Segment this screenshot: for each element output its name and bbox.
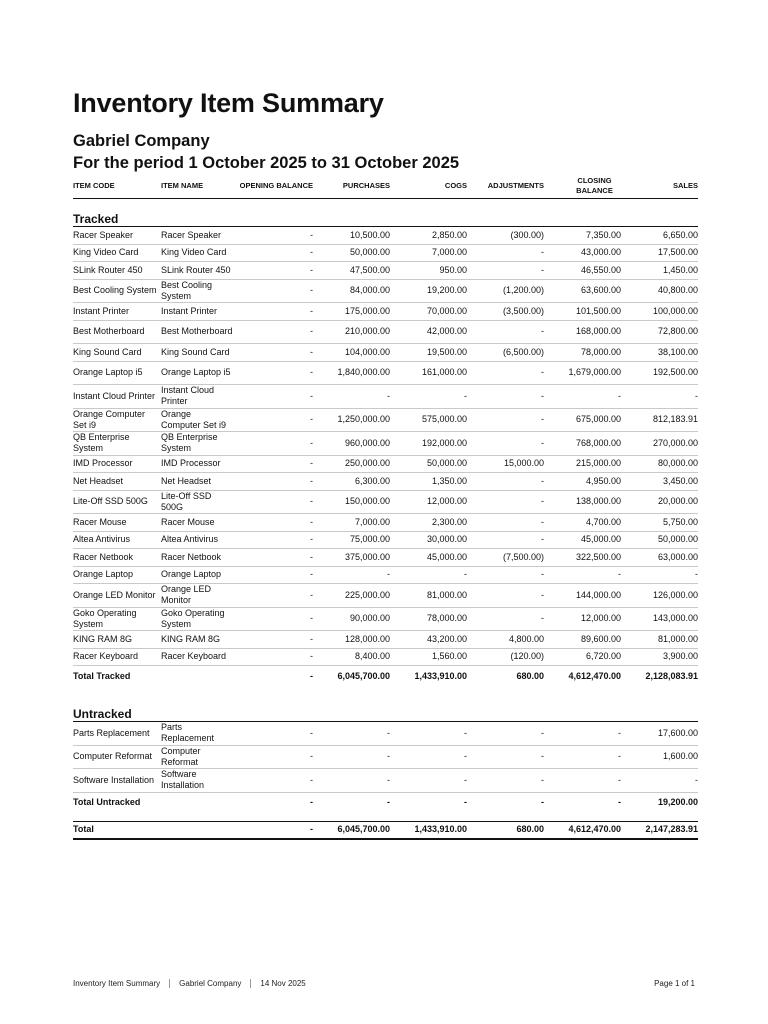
- section-total-label: Total Tracked: [73, 670, 131, 681]
- cogs-cell: 78,000.00: [390, 607, 467, 631]
- closing-cell: 168,000.00: [544, 320, 621, 344]
- sales-cell: 192,500.00: [621, 361, 698, 385]
- sales-cell: 812,183.91: [621, 408, 698, 432]
- table-row: [73, 648, 698, 666]
- item-code-cell: Software Installation: [73, 769, 161, 793]
- item-name-cell: Orange LED Monitor: [161, 584, 237, 608]
- item-code-cell: Orange Computer Set i9: [73, 408, 161, 432]
- item-name-cell: Racer Keyboard: [161, 648, 237, 666]
- table-row: [73, 566, 698, 584]
- item-code-cell: Orange LED Monitor: [73, 584, 161, 608]
- footer-page-number: Page 1 of 1: [654, 979, 695, 988]
- table-row: [73, 490, 698, 514]
- cogs-cell: 70,000.00: [390, 303, 467, 321]
- section-total-row: [73, 792, 698, 813]
- adjustments-cell: -: [467, 607, 544, 631]
- purchases-cell: 7,000.00: [313, 514, 390, 532]
- adjustments-cell: (7,500.00): [467, 549, 544, 567]
- page-footer: [73, 979, 695, 988]
- grand-total-sales: 2,147,283.91: [621, 821, 698, 839]
- section-total-opening: -: [310, 797, 313, 807]
- sales-cell: 143,000.00: [621, 607, 698, 631]
- untracked-section: [73, 686, 698, 813]
- table-row: [73, 244, 698, 262]
- section-total-row: [73, 666, 698, 687]
- cogs-cell: -: [390, 385, 467, 409]
- cogs-cell: 45,000.00: [390, 549, 467, 567]
- sales-cell: 38,100.00: [621, 344, 698, 362]
- closing-cell: 675,000.00: [544, 408, 621, 432]
- item-code-cell: Goko Operating System: [73, 607, 161, 631]
- adjustments-cell: -: [467, 361, 544, 385]
- sales-cell: 17,500.00: [621, 244, 698, 262]
- section-total-sales: 19,200.00: [657, 797, 698, 807]
- closing-cell: 46,550.00: [544, 262, 621, 280]
- sales-cell: 100,000.00: [621, 303, 698, 321]
- section-total-adjustments: 680.00: [516, 670, 544, 681]
- table-row: [73, 514, 698, 532]
- item-name-cell: Instant Cloud Printer: [161, 385, 237, 409]
- grand-total-opening: -: [237, 821, 313, 839]
- item-name-cell: KING RAM 8G: [161, 631, 237, 649]
- opening-cell: -: [237, 244, 313, 262]
- sales-cell: 20,000.00: [621, 490, 698, 514]
- closing-cell: -: [544, 745, 621, 769]
- item-code-cell: Altea Antivirus: [73, 531, 161, 549]
- footer-date: 14 Nov 2025: [260, 979, 306, 988]
- grand-total-closing: 4,612,470.00: [544, 821, 621, 839]
- sales-cell: 50,000.00: [621, 531, 698, 549]
- sales-cell: 1,600.00: [621, 745, 698, 769]
- opening-cell: -: [237, 320, 313, 344]
- sales-cell: 1,450.00: [621, 262, 698, 280]
- adjustments-cell: -: [467, 320, 544, 344]
- table-header-row: [73, 174, 698, 199]
- purchases-cell: 128,000.00: [313, 631, 390, 649]
- purchases-cell: 225,000.00: [313, 584, 390, 608]
- section-total-sales: 2,128,083.91: [645, 670, 698, 681]
- section-heading-untracked: Untracked: [73, 694, 698, 722]
- grand-total-adjustments: 680.00: [467, 821, 544, 839]
- purchases-cell: -: [313, 385, 390, 409]
- item-code-cell: Orange Laptop: [73, 566, 161, 584]
- section-total-closing: 4,612,470.00: [568, 670, 621, 681]
- cogs-cell: 1,560.00: [390, 648, 467, 666]
- sales-cell: 6,650.00: [621, 227, 698, 245]
- adjustments-cell: -: [467, 514, 544, 532]
- closing-cell: 89,600.00: [544, 631, 621, 649]
- item-name-cell: Orange Computer Set i9: [161, 408, 237, 432]
- closing-cell: 7,350.00: [544, 227, 621, 245]
- item-name-cell: King Video Card: [161, 244, 237, 262]
- item-code-cell: Racer Netbook: [73, 549, 161, 567]
- purchases-cell: -: [313, 769, 390, 793]
- item-code-cell: Computer Reformat: [73, 745, 161, 769]
- opening-cell: -: [237, 769, 313, 793]
- adjustments-cell: -: [467, 432, 544, 456]
- table-row: [73, 531, 698, 549]
- cogs-cell: 1,350.00: [390, 473, 467, 491]
- table-row: [73, 549, 698, 567]
- item-code-cell: QB Enterprise System: [73, 432, 161, 456]
- section-total-adjustments: -: [541, 797, 544, 807]
- sales-cell: -: [621, 769, 698, 793]
- sales-cell: 270,000.00: [621, 432, 698, 456]
- sales-cell: 3,900.00: [621, 648, 698, 666]
- grand-total-section: [73, 813, 698, 839]
- section-total-cogs: -: [464, 797, 467, 807]
- adjustments-cell: -: [467, 262, 544, 280]
- table-row: [73, 584, 698, 608]
- item-code-cell: King Video Card: [73, 244, 161, 262]
- cogs-cell: 2,300.00: [390, 514, 467, 532]
- item-code-cell: Lite-Off SSD 500G: [73, 490, 161, 514]
- item-name-cell: Net Headset: [161, 473, 237, 491]
- adjustments-cell: (3,500.00): [467, 303, 544, 321]
- grand-total-row: [73, 821, 698, 839]
- opening-cell: -: [237, 262, 313, 280]
- section-total-closing: -: [618, 797, 621, 807]
- table-row: [73, 473, 698, 491]
- item-code-cell: Racer Speaker: [73, 227, 161, 245]
- purchases-cell: 1,250,000.00: [313, 408, 390, 432]
- item-code-cell: IMD Processor: [73, 455, 161, 473]
- sales-cell: 126,000.00: [621, 584, 698, 608]
- table-row: [73, 769, 698, 793]
- closing-cell: -: [544, 385, 621, 409]
- purchases-cell: -: [313, 745, 390, 769]
- report-title: Inventory Item Summary: [73, 88, 384, 118]
- section-total-purchases: -: [387, 797, 390, 807]
- sales-cell: 72,800.00: [621, 320, 698, 344]
- table-row: [73, 279, 698, 303]
- closing-cell: 215,000.00: [544, 455, 621, 473]
- item-name-cell: Orange Laptop: [161, 566, 237, 584]
- adjustments-cell: -: [467, 531, 544, 549]
- sales-cell: 40,800.00: [621, 279, 698, 303]
- opening-cell: -: [237, 279, 313, 303]
- item-code-cell: KING RAM 8G: [73, 631, 161, 649]
- table-row: [73, 344, 698, 362]
- adjustments-cell: (120.00): [467, 648, 544, 666]
- cogs-cell: 50,000.00: [390, 455, 467, 473]
- purchases-cell: 90,000.00: [313, 607, 390, 631]
- closing-cell: -: [544, 769, 621, 793]
- footer-divider: [250, 979, 251, 988]
- purchases-cell: 8,400.00: [313, 648, 390, 666]
- opening-cell: -: [237, 490, 313, 514]
- item-name-cell: Racer Mouse: [161, 514, 237, 532]
- purchases-cell: -: [313, 566, 390, 584]
- section-total-label: Total Untracked: [73, 797, 141, 807]
- purchases-cell: 375,000.00: [313, 549, 390, 567]
- adjustments-cell: -: [467, 408, 544, 432]
- purchases-cell: 150,000.00: [313, 490, 390, 514]
- opening-cell: -: [237, 455, 313, 473]
- item-name-cell: King Sound Card: [161, 344, 237, 362]
- report-page: [73, 86, 698, 840]
- col-header-closing-balance: CLOSING BALANCE: [544, 174, 621, 199]
- item-name-cell: Lite-Off SSD 500G: [161, 490, 237, 514]
- closing-cell: 768,000.00: [544, 432, 621, 456]
- purchases-cell: 250,000.00: [313, 455, 390, 473]
- sales-cell: 5,750.00: [621, 514, 698, 532]
- company-name: Gabriel Company: [73, 132, 210, 150]
- opening-cell: -: [237, 514, 313, 532]
- item-name-cell: Goko Operating System: [161, 607, 237, 631]
- sales-cell: 81,000.00: [621, 631, 698, 649]
- closing-cell: 1,679,000.00: [544, 361, 621, 385]
- table-row: [73, 262, 698, 280]
- section-heading-row: [73, 694, 698, 722]
- sales-cell: 63,000.00: [621, 549, 698, 567]
- adjustments-cell: -: [467, 490, 544, 514]
- sales-cell: 80,000.00: [621, 455, 698, 473]
- adjustments-cell: 15,000.00: [467, 455, 544, 473]
- item-code-cell: Racer Keyboard: [73, 648, 161, 666]
- footer-company: Gabriel Company: [179, 979, 242, 988]
- cogs-cell: 12,000.00: [390, 490, 467, 514]
- opening-cell: -: [237, 745, 313, 769]
- col-header-sales: SALES: [621, 174, 698, 199]
- cogs-cell: 30,000.00: [390, 531, 467, 549]
- closing-cell: 322,500.00: [544, 549, 621, 567]
- item-code-cell: Racer Mouse: [73, 514, 161, 532]
- cogs-cell: 950.00: [390, 262, 467, 280]
- item-name-cell: Software Installation: [161, 769, 237, 793]
- cogs-cell: -: [390, 566, 467, 584]
- closing-cell: 4,700.00: [544, 514, 621, 532]
- table-row: [73, 385, 698, 409]
- item-name-cell: IMD Processor: [161, 455, 237, 473]
- col-header-opening-balance: OPENING BALANCE: [237, 174, 313, 199]
- cogs-cell: 42,000.00: [390, 320, 467, 344]
- opening-cell: -: [237, 361, 313, 385]
- cogs-cell: 161,000.00: [390, 361, 467, 385]
- adjustments-cell: 4,800.00: [467, 631, 544, 649]
- closing-cell: 43,000.00: [544, 244, 621, 262]
- table-row: [73, 607, 698, 631]
- item-name-cell: Instant Printer: [161, 303, 237, 321]
- opening-cell: -: [237, 631, 313, 649]
- item-code-cell: Best Motherboard: [73, 320, 161, 344]
- footer-divider: [169, 979, 170, 988]
- opening-cell: -: [237, 227, 313, 245]
- adjustments-cell: (300.00): [467, 227, 544, 245]
- opening-cell: -: [237, 344, 313, 362]
- cogs-cell: 81,000.00: [390, 584, 467, 608]
- item-name-cell: QB Enterprise System: [161, 432, 237, 456]
- table-row: [73, 432, 698, 456]
- opening-cell: -: [237, 607, 313, 631]
- section-heading-row: [73, 199, 698, 227]
- report-period: For the period 1 October 2025 to 31 October 2025: [73, 154, 460, 172]
- item-code-cell: Instant Printer: [73, 303, 161, 321]
- table-row: [73, 303, 698, 321]
- item-name-cell: Parts Replacement: [161, 722, 237, 746]
- opening-cell: -: [237, 303, 313, 321]
- item-code-cell: Orange Laptop i5: [73, 361, 161, 385]
- table-row: [73, 745, 698, 769]
- grand-total-purchases: 6,045,700.00: [313, 821, 390, 839]
- table-row: [73, 455, 698, 473]
- closing-cell: -: [544, 566, 621, 584]
- item-code-cell: Best Cooling System: [73, 279, 161, 303]
- closing-cell: 45,000.00: [544, 531, 621, 549]
- adjustments-cell: -: [467, 584, 544, 608]
- cogs-cell: 192,000.00: [390, 432, 467, 456]
- adjustments-cell: -: [467, 566, 544, 584]
- table-row: [73, 320, 698, 344]
- opening-cell: -: [237, 722, 313, 746]
- grand-total-cogs: 1,433,910.00: [390, 821, 467, 839]
- closing-cell: 144,000.00: [544, 584, 621, 608]
- item-name-cell: SLink Router 450: [161, 262, 237, 280]
- section-total-cogs: 1,433,910.00: [414, 670, 467, 681]
- cogs-cell: -: [390, 722, 467, 746]
- section-total-purchases: 6,045,700.00: [337, 670, 390, 681]
- cogs-cell: 43,200.00: [390, 631, 467, 649]
- section-total-opening: -: [310, 670, 313, 681]
- closing-cell: 101,500.00: [544, 303, 621, 321]
- purchases-cell: 10,500.00: [313, 227, 390, 245]
- item-name-cell: Racer Netbook: [161, 549, 237, 567]
- adjustments-cell: -: [467, 385, 544, 409]
- purchases-cell: 175,000.00: [313, 303, 390, 321]
- item-code-cell: King Sound Card: [73, 344, 161, 362]
- purchases-cell: 210,000.00: [313, 320, 390, 344]
- item-code-cell: Parts Replacement: [73, 722, 161, 746]
- table-row: [73, 227, 698, 245]
- adjustments-cell: -: [467, 769, 544, 793]
- cogs-cell: 2,850.00: [390, 227, 467, 245]
- cogs-cell: 19,500.00: [390, 344, 467, 362]
- table-row: [73, 631, 698, 649]
- closing-cell: 12,000.00: [544, 607, 621, 631]
- opening-cell: -: [237, 549, 313, 567]
- item-name-cell: Racer Speaker: [161, 227, 237, 245]
- cogs-cell: -: [390, 769, 467, 793]
- closing-cell: 138,000.00: [544, 490, 621, 514]
- adjustments-cell: -: [467, 745, 544, 769]
- adjustments-cell: -: [467, 722, 544, 746]
- sales-cell: 3,450.00: [621, 473, 698, 491]
- closing-cell: 78,000.00: [544, 344, 621, 362]
- footer-report-name: Inventory Item Summary: [73, 979, 161, 988]
- closing-cell: 4,950.00: [544, 473, 621, 491]
- adjustments-cell: -: [467, 244, 544, 262]
- col-header-purchases: PURCHASES: [313, 174, 390, 199]
- cogs-cell: 7,000.00: [390, 244, 467, 262]
- closing-cell: 63,600.00: [544, 279, 621, 303]
- item-name-cell: Best Motherboard: [161, 320, 237, 344]
- purchases-cell: 6,300.00: [313, 473, 390, 491]
- table-row: [73, 408, 698, 432]
- col-header-adjustments: ADJUSTMENTS: [467, 174, 544, 199]
- col-header-cogs: COGS: [390, 174, 467, 199]
- item-name-cell: Altea Antivirus: [161, 531, 237, 549]
- adjustments-cell: (1,200.00): [467, 279, 544, 303]
- col-header-item-name: ITEM NAME: [161, 174, 237, 199]
- purchases-cell: 84,000.00: [313, 279, 390, 303]
- purchases-cell: 47,500.00: [313, 262, 390, 280]
- section-heading-tracked: Tracked: [73, 199, 698, 227]
- item-code-cell: Net Headset: [73, 473, 161, 491]
- table-row: [73, 361, 698, 385]
- col-header-item-code: ITEM CODE: [73, 174, 161, 199]
- item-code-cell: SLink Router 450: [73, 262, 161, 280]
- purchases-cell: 104,000.00: [313, 344, 390, 362]
- item-name-cell: Best Cooling System: [161, 279, 237, 303]
- opening-cell: -: [237, 584, 313, 608]
- purchases-cell: 50,000.00: [313, 244, 390, 262]
- closing-cell: -: [544, 722, 621, 746]
- tracked-section: [73, 199, 698, 687]
- purchases-cell: -: [313, 722, 390, 746]
- item-name-cell: Orange Laptop i5: [161, 361, 237, 385]
- adjustments-cell: -: [467, 473, 544, 491]
- opening-cell: -: [237, 648, 313, 666]
- purchases-cell: 1,840,000.00: [313, 361, 390, 385]
- closing-cell: 6,720.00: [544, 648, 621, 666]
- sales-cell: -: [621, 385, 698, 409]
- adjustments-cell: (6,500.00): [467, 344, 544, 362]
- sales-cell: 17,600.00: [621, 722, 698, 746]
- cogs-cell: -: [390, 745, 467, 769]
- item-code-cell: Instant Cloud Printer: [73, 385, 161, 409]
- purchases-cell: 960,000.00: [313, 432, 390, 456]
- opening-cell: -: [237, 408, 313, 432]
- opening-cell: -: [237, 566, 313, 584]
- cogs-cell: 575,000.00: [390, 408, 467, 432]
- cogs-cell: 19,200.00: [390, 279, 467, 303]
- table-row: [73, 722, 698, 746]
- inventory-table: [73, 174, 698, 840]
- opening-cell: -: [237, 473, 313, 491]
- opening-cell: -: [237, 531, 313, 549]
- opening-cell: -: [237, 385, 313, 409]
- grand-total-label: Total: [73, 821, 161, 839]
- opening-cell: -: [237, 432, 313, 456]
- purchases-cell: 75,000.00: [313, 531, 390, 549]
- sales-cell: -: [621, 566, 698, 584]
- item-name-cell: Computer Reformat: [161, 745, 237, 769]
